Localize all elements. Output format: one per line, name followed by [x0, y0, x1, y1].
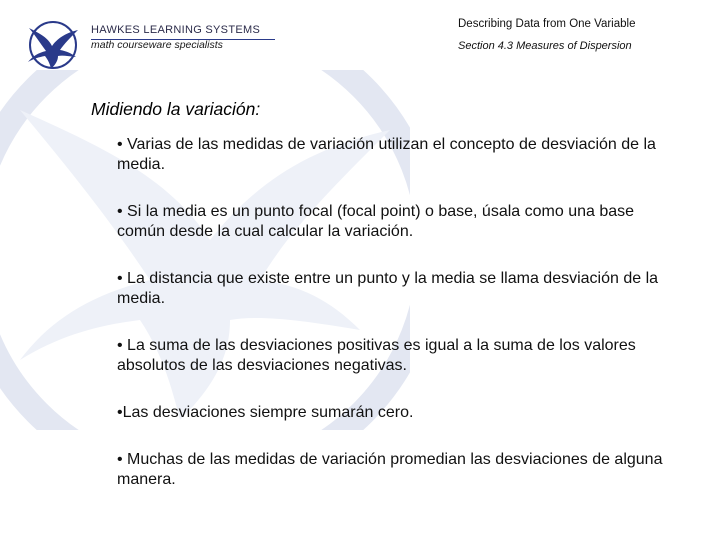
section-title: Section 4.3 Measures of Dispersion: [458, 40, 632, 52]
eagle-icon: [24, 20, 82, 70]
slide-title: Midiendo la variación:: [91, 99, 261, 119]
bullet-item: • La suma de las desviaciones positivas es igual a la suma de los valores absolutos de las desviaciones negativas.: [117, 337, 636, 374]
bullet-item: • La distancia que existe entre un punto y la media se llama desviación de la media.: [117, 270, 659, 307]
brand-tagline: math courseware specialists: [91, 39, 223, 51]
bullet-item: •Las desviaciones siempre sumarán cero.: [117, 404, 414, 421]
bullet-item: • Muchas de las medidas de variación promedian las desviaciones de alguna manera.: [117, 451, 663, 488]
bullet-item: • Varias de las medidas de variación utilizan el concepto de desviación de la media.: [117, 136, 656, 173]
brand-name: HAWKES LEARNING SYSTEMS: [91, 24, 261, 36]
bullet-item: • Si la media es un punto focal (focal point) o base, úsala como una base común desde la cual calcular la variación.: [117, 203, 635, 240]
course-title: Describing Data from One Variable: [458, 18, 636, 30]
bullet-list: [117, 135, 677, 517]
